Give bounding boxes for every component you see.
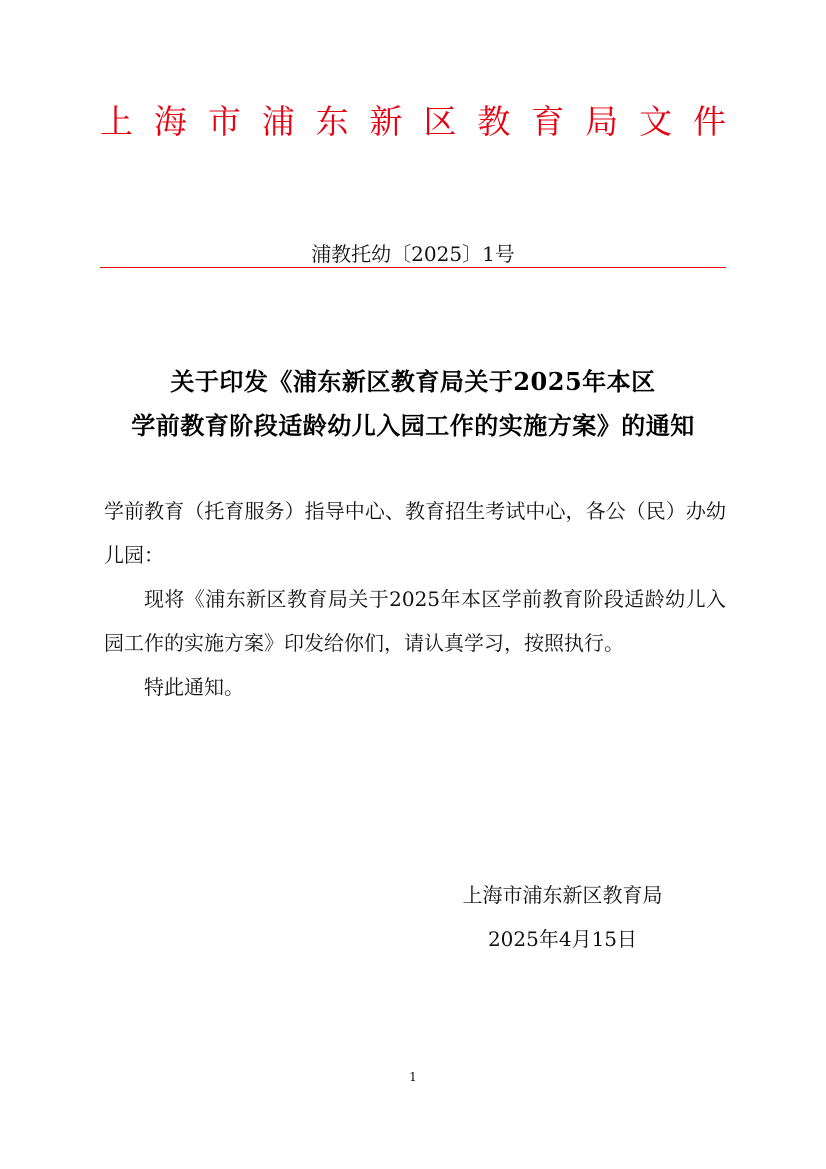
document-body — [104, 489, 726, 709]
header-char: 新 — [369, 102, 403, 141]
header-char: 文 — [639, 102, 673, 141]
recipients-paragraph: 学前教育（托育服务）指导中心、教育招生考试中心，各公（民）办幼儿园： — [104, 499, 726, 567]
body-paragraph-2: 特此通知。 — [144, 675, 244, 699]
header-char: 育 — [531, 102, 565, 141]
header-char: 市 — [207, 102, 241, 141]
title-line-1: 关于印发《浦东新区教育局关于2025年本区 — [170, 367, 656, 396]
title-line-2: 学前教育阶段适龄幼儿入园工作的实施方案》的通知 — [131, 411, 695, 440]
document-number: 浦教托幼〔2025〕1号 — [311, 242, 515, 266]
red-divider — [100, 267, 726, 268]
header-char: 东 — [315, 102, 349, 141]
header-char: 浦 — [261, 102, 295, 141]
page-number: 1 — [409, 1070, 417, 1084]
document-header-title — [100, 100, 726, 144]
issuer-name: 上海市浦东新区教育局 — [462, 883, 663, 907]
header-char: 海 — [153, 102, 187, 141]
header-char: 教 — [477, 102, 511, 141]
signature-block — [440, 873, 685, 961]
header-char: 件 — [692, 102, 726, 141]
issue-date: 2025年4月15日 — [487, 927, 638, 951]
header-char: 局 — [585, 102, 619, 141]
header-char: 区 — [423, 102, 457, 141]
header-char: 上 — [100, 102, 133, 141]
body-paragraph-1: 现将《浦东新区教育局关于2025年本区学前教育阶段适龄幼儿入园工作的实施方案》印发给你们，请认真学习，按照执行。 — [104, 587, 726, 655]
document-title — [90, 360, 736, 448]
